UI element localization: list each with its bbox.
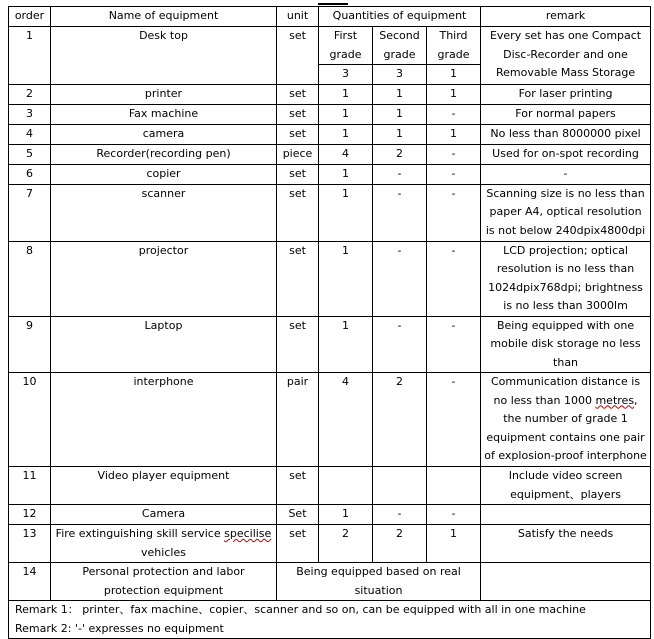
cell-name: printer	[51, 84, 277, 104]
cell-third: -	[427, 104, 481, 124]
cell-second: 1	[373, 104, 427, 124]
cell-third	[427, 467, 481, 505]
cell-unit: set	[277, 104, 319, 124]
cell-first: 1	[319, 184, 373, 241]
table-row	[9, 316, 651, 373]
cell-third: 1	[427, 124, 481, 144]
cell-second: -	[373, 241, 427, 316]
cell-order: 13	[9, 525, 51, 563]
cell-second: -	[373, 505, 427, 525]
cell-name: Video player equipment	[51, 467, 277, 505]
name-text: vehicles	[141, 545, 186, 559]
cell-first: 1	[319, 316, 373, 373]
cell-third: -	[427, 373, 481, 467]
table-row	[9, 241, 651, 316]
cell-remark: For laser printing	[481, 84, 651, 104]
equipment-table	[8, 6, 651, 639]
table-row	[9, 84, 651, 104]
cell-name: interphone	[51, 373, 277, 467]
header-remark: remark	[481, 7, 651, 27]
table-row	[9, 184, 651, 241]
cell-name: Camera	[51, 505, 277, 525]
cell-order: 9	[9, 316, 51, 373]
cell-remark	[481, 373, 651, 467]
cell-order: 1	[9, 27, 51, 85]
cell-remark	[481, 505, 651, 525]
cell-third: 1	[427, 84, 481, 104]
table-row	[9, 563, 651, 601]
table-row	[9, 124, 651, 144]
table-row	[9, 27, 651, 65]
cell-first: 2	[319, 525, 373, 563]
cell-third: -	[427, 241, 481, 316]
cell-unit: set	[277, 27, 319, 85]
remark-text: Communication distance is no less than 1000	[490, 375, 641, 407]
table-row	[9, 144, 651, 164]
header-row	[9, 7, 651, 27]
cell-remark: LCD projection; optical resolution is no less than 1024dpix768dpi; brightness is no less than 3000lm	[481, 241, 651, 316]
spellcheck-word: metres	[595, 393, 635, 407]
cell-order: 11	[9, 467, 51, 505]
cell-unit: set	[277, 164, 319, 184]
cell-unit: pair	[277, 373, 319, 467]
cell-remark: Used for on-spot recording	[481, 144, 651, 164]
remark-notes	[9, 601, 651, 639]
cell-name: projector	[51, 241, 277, 316]
cell-order: 12	[9, 505, 51, 525]
cell-name: Recorder(recording pen)	[51, 144, 277, 164]
cell-third: 1	[427, 525, 481, 563]
grade-third-label: Third grade	[427, 27, 481, 65]
name-text: Fire extinguishing skill service	[55, 527, 225, 540]
cell-second: -	[373, 184, 427, 241]
cell-remark: Being equipped with one mobile disk storage no less than	[481, 316, 651, 373]
remark-note-2: Remark 2: '-' expresses no equipment	[15, 621, 224, 635]
cell-remark	[481, 563, 651, 601]
cell-second	[373, 467, 427, 505]
cell-first: 1	[319, 104, 373, 124]
cell-third: -	[427, 164, 481, 184]
header-order: order	[9, 7, 51, 27]
cell-first: 1	[319, 505, 373, 525]
table-row	[9, 467, 651, 505]
cell-name: Personal protection and labor protection equipment	[51, 563, 277, 601]
cell-remark: Include video screen equipment、players	[481, 467, 651, 505]
cell-name: Fax machine	[51, 104, 277, 124]
cell-unit: set	[277, 84, 319, 104]
cell-first: 1	[319, 84, 373, 104]
header-quantities: Quantities of equipment	[319, 7, 481, 27]
cell-third: -	[427, 505, 481, 525]
cell-second: 1	[373, 84, 427, 104]
cell-name: copier	[51, 164, 277, 184]
table-row	[9, 525, 651, 563]
cell-name: camera	[51, 124, 277, 144]
cell-order: 3	[9, 104, 51, 124]
cell-unit: set	[277, 241, 319, 316]
caption-fragment	[318, 0, 348, 5]
cell-first: 3	[319, 65, 373, 85]
spellcheck-word: specilise	[224, 527, 272, 540]
cell-unit: set	[277, 467, 319, 505]
cell-second: 1	[373, 124, 427, 144]
cell-third: 1	[427, 65, 481, 85]
header-unit: unit	[277, 7, 319, 27]
cell-first	[319, 467, 373, 505]
cell-first: 4	[319, 144, 373, 164]
cell-order: 4	[9, 124, 51, 144]
cell-first: 4	[319, 373, 373, 467]
cell-unit: piece	[277, 144, 319, 164]
remark-note-1: Remark 1： printer、fax machine、copier、scanner and so on, can be equipped with all in one machine	[15, 603, 586, 616]
grade-second-label: Second grade	[373, 27, 427, 65]
cell-name: Laptop	[51, 316, 277, 373]
cell-order: 7	[9, 184, 51, 241]
cell-remark: Every set has one Compact Disc-Recorder and one Removable Mass Storage	[481, 27, 651, 85]
cell-first: 1	[319, 124, 373, 144]
cell-second: 2	[373, 144, 427, 164]
table-row	[9, 373, 651, 467]
cell-remark: -	[481, 164, 651, 184]
cell-unit: set	[277, 316, 319, 373]
cell-merged-quantity: Being equipped based on real situation	[277, 563, 481, 601]
grade-first-label: First grade	[319, 27, 373, 65]
cell-order: 14	[9, 563, 51, 601]
cell-third: -	[427, 144, 481, 164]
cell-remark: For normal papers	[481, 104, 651, 124]
cell-remark: Satisfy the needs	[481, 525, 651, 563]
cell-order: 8	[9, 241, 51, 316]
notes-row	[9, 601, 651, 639]
table-row	[9, 505, 651, 525]
cell-third: -	[427, 184, 481, 241]
cell-name: Desk top	[51, 27, 277, 85]
header-name: Name of equipment	[51, 7, 277, 27]
cell-unit: set	[277, 525, 319, 563]
cell-first: 1	[319, 164, 373, 184]
cell-order: 5	[9, 144, 51, 164]
cell-unit: set	[277, 124, 319, 144]
table-row	[9, 164, 651, 184]
cell-second: 2	[373, 525, 427, 563]
cell-first: 1	[319, 241, 373, 316]
cell-second: -	[373, 316, 427, 373]
table-row	[9, 104, 651, 124]
cell-order: 10	[9, 373, 51, 467]
cell-order: 6	[9, 164, 51, 184]
cell-second: -	[373, 164, 427, 184]
cell-remark: No less than 8000000 pixel	[481, 124, 651, 144]
remark-text: , the number of grade 1 equipment contains one pair of explosion-proof interphone	[484, 393, 647, 462]
cell-unit: Set	[277, 505, 319, 525]
cell-second: 3	[373, 65, 427, 85]
cell-third: -	[427, 316, 481, 373]
cell-unit: set	[277, 184, 319, 241]
cell-name	[51, 525, 277, 563]
cell-remark: Scanning size is no less than paper A4, optical resolution is not below 240dpix4800dpi	[481, 184, 651, 241]
cell-name: scanner	[51, 184, 277, 241]
cell-second: 2	[373, 373, 427, 467]
cell-order: 2	[9, 84, 51, 104]
